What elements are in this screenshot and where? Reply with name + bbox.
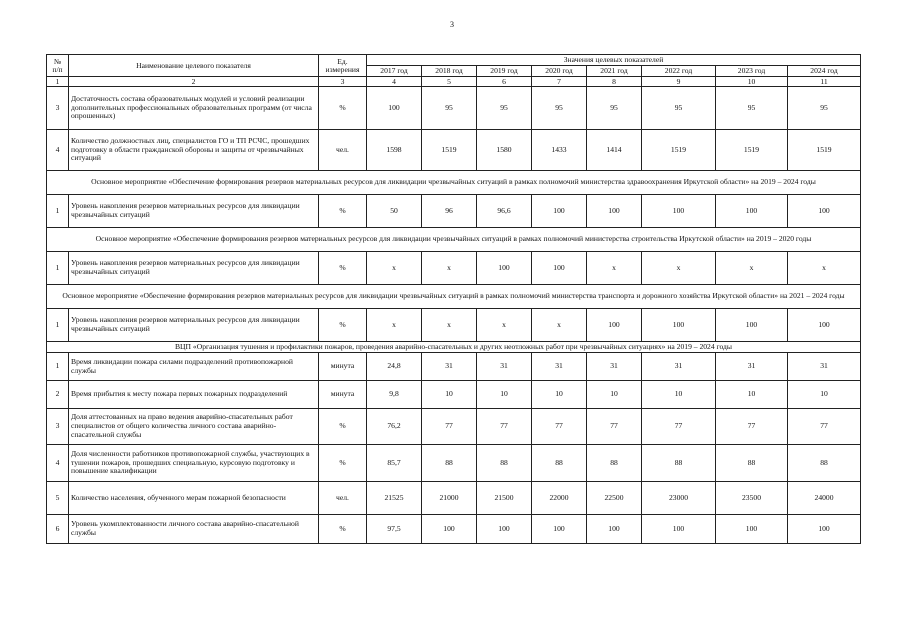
indicator-name: Количество должностных лиц, специалистов ГО и ТП РСЧС, прошедших подготовку в области гражданской обороны и защиты от чрезвычайных ситуаций <box>69 130 319 171</box>
indicator-value: 100 <box>477 252 532 285</box>
indicator-value: 21525 <box>367 482 422 515</box>
section-title: ВЦП «Организация тушения и профилактики пожаров, проведения аварийно-спасательных и других неотложных работ при чрезвычайных ситуациях» на 2019 – 2024 годы <box>47 342 861 353</box>
table-row <box>47 482 861 515</box>
header-year: 2018 год <box>422 66 477 77</box>
indicator-value: 10 <box>716 381 788 409</box>
indicator-value: 77 <box>587 409 642 445</box>
header-year: 2019 год <box>477 66 532 77</box>
indicator-name: Уровень укомплектованности личного состава аварийно-спасательной службы <box>69 515 319 544</box>
indicator-value: 31 <box>422 353 477 381</box>
indicator-name: Доля аттестованных на право ведения аварийно-спасательных работ специалистов от общего количества личного состава аварийно-спасательной службы <box>69 409 319 445</box>
table-row <box>47 309 861 342</box>
header-column-number: 6 <box>477 77 532 87</box>
indicator-value: 88 <box>587 445 642 482</box>
row-number: 3 <box>47 409 69 445</box>
indicator-value: 77 <box>532 409 587 445</box>
indicator-value: 100 <box>422 515 477 544</box>
indicator-value: 88 <box>477 445 532 482</box>
indicator-value: 31 <box>587 353 642 381</box>
indicator-value: 88 <box>716 445 788 482</box>
indicator-value: 100 <box>716 309 788 342</box>
indicator-value: 10 <box>422 381 477 409</box>
page-number: 3 <box>450 20 454 29</box>
indicator-name: Уровень накопления резервов материальных ресурсов для ликвидации чрезвычайных ситуаций <box>69 195 319 228</box>
indicator-value: x <box>587 252 642 285</box>
indicator-value: 24,8 <box>367 353 422 381</box>
indicator-value: 100 <box>788 195 861 228</box>
indicator-value: 22500 <box>587 482 642 515</box>
indicator-value: 31 <box>788 353 861 381</box>
indicator-value: 100 <box>587 309 642 342</box>
indicator-value: 10 <box>788 381 861 409</box>
section-title: Основное мероприятие «Обеспечение формирования резервов материальных ресурсов для ликвидации чрезвычайных ситуаций в рамках полномочий министерства здравоохранения Иркутской области» на 2019 – 2024 годы <box>47 171 861 195</box>
indicator-value: 31 <box>716 353 788 381</box>
header-column-number: 9 <box>642 77 716 87</box>
header-no <box>47 55 69 77</box>
header-unit <box>319 55 367 77</box>
indicator-value: x <box>422 309 477 342</box>
indicator-value: 1519 <box>716 130 788 171</box>
header-year: 2017 год <box>367 66 422 77</box>
indicator-value: 100 <box>716 515 788 544</box>
indicator-value: 24000 <box>788 482 861 515</box>
indicator-value: 10 <box>642 381 716 409</box>
indicator-value: 96 <box>422 195 477 228</box>
unit-of-measure: чел. <box>319 482 367 515</box>
indicator-value: 100 <box>532 195 587 228</box>
indicator-value: 95 <box>532 87 587 130</box>
indicator-value: 100 <box>642 515 716 544</box>
section-title: Основное мероприятие «Обеспечение формирования резервов материальных ресурсов для ликвидации чрезвычайных ситуаций в рамках полномочий министерства транспорта и дорожного хозяйства Иркутской области» на 2021 – 2024 годы <box>47 285 861 309</box>
table-row <box>47 252 861 285</box>
indicator-value: 97,5 <box>367 515 422 544</box>
indicator-value: 10 <box>587 381 642 409</box>
indicator-value: 1433 <box>532 130 587 171</box>
indicator-value: 50 <box>367 195 422 228</box>
header-name: Наименование целевого показателя <box>69 55 319 77</box>
indicator-value: 100 <box>532 515 587 544</box>
unit-of-measure: % <box>319 445 367 482</box>
indicator-value: 1414 <box>587 130 642 171</box>
indicator-name: Время прибытия к месту пожара первых пожарных подразделений <box>69 381 319 409</box>
header-column-number: 10 <box>716 77 788 87</box>
indicator-value: 31 <box>477 353 532 381</box>
unit-of-measure: чел. <box>319 130 367 171</box>
header-column-number: 2 <box>69 77 319 87</box>
unit-of-measure: минута <box>319 381 367 409</box>
header-column-number: 4 <box>367 77 422 87</box>
indicator-name: Уровень накопления резервов материальных ресурсов для ликвидации чрезвычайных ситуаций <box>69 309 319 342</box>
indicator-value: 100 <box>587 515 642 544</box>
indicator-value: 22000 <box>532 482 587 515</box>
section-heading-row <box>47 285 861 309</box>
row-number: 1 <box>47 309 69 342</box>
header-no-line1: № <box>53 56 62 66</box>
indicator-value: 1519 <box>642 130 716 171</box>
indicator-value: 88 <box>642 445 716 482</box>
indicator-value: 88 <box>788 445 861 482</box>
indicator-value: 1598 <box>367 130 422 171</box>
indicator-value: 10 <box>477 381 532 409</box>
table-row <box>47 409 861 445</box>
row-number: 4 <box>47 130 69 171</box>
header-column-number: 7 <box>532 77 587 87</box>
header-column-number: 1 <box>47 77 69 87</box>
indicator-value: 31 <box>532 353 587 381</box>
indicator-value: 100 <box>367 87 422 130</box>
section-heading-row <box>47 342 861 353</box>
indicator-value: 21000 <box>422 482 477 515</box>
indicator-value: x <box>716 252 788 285</box>
unit-of-measure: % <box>319 515 367 544</box>
indicator-value: 76,2 <box>367 409 422 445</box>
indicator-value: 85,7 <box>367 445 422 482</box>
table-row <box>47 515 861 544</box>
indicator-value: 100 <box>587 195 642 228</box>
target-indicators-table <box>46 54 861 544</box>
section-title: Основное мероприятие «Обеспечение формирования резервов материальных ресурсов для ликвидации чрезвычайных ситуаций в рамках полномочий министерства строительства Иркутской области» на 2019 – 2020 годы <box>47 228 861 252</box>
header-row-colnums <box>47 77 861 87</box>
header-column-number: 5 <box>422 77 477 87</box>
indicator-value: x <box>367 309 422 342</box>
table-row <box>47 87 861 130</box>
indicator-value: 100 <box>716 195 788 228</box>
header-no-line2: п/п <box>52 64 63 74</box>
row-number: 1 <box>47 195 69 228</box>
indicator-name: Доля численности работников противопожарной службы, участвующих в тушении пожаров, прошедших специальную, курсовую подготовку и повышение квалификации <box>69 445 319 482</box>
indicator-value: 1519 <box>422 130 477 171</box>
header-year: 2022 год <box>642 66 716 77</box>
indicator-value: 77 <box>788 409 861 445</box>
row-number: 6 <box>47 515 69 544</box>
indicator-value: 77 <box>642 409 716 445</box>
indicator-value: 1580 <box>477 130 532 171</box>
indicator-value: 96,6 <box>477 195 532 228</box>
indicator-value: x <box>642 252 716 285</box>
unit-of-measure: % <box>319 87 367 130</box>
header-values: Значения целевых показателей <box>367 55 861 66</box>
indicator-value: 95 <box>642 87 716 130</box>
table-row <box>47 445 861 482</box>
indicator-value: 77 <box>477 409 532 445</box>
indicator-name: Время ликвидации пожара силами подразделений противопожарной службы <box>69 353 319 381</box>
indicator-value: 23500 <box>716 482 788 515</box>
indicator-value: x <box>788 252 861 285</box>
row-number: 1 <box>47 353 69 381</box>
indicator-value: 95 <box>587 87 642 130</box>
unit-of-measure: % <box>319 195 367 228</box>
table-row <box>47 130 861 171</box>
row-number: 1 <box>47 252 69 285</box>
indicator-name: Количество населения, обученного мерам пожарной безопасности <box>69 482 319 515</box>
header-row-1 <box>47 55 861 66</box>
indicator-value: 10 <box>532 381 587 409</box>
header-unit-line2: измерения <box>325 64 360 74</box>
table-row <box>47 353 861 381</box>
unit-of-measure: % <box>319 252 367 285</box>
indicator-value: 88 <box>422 445 477 482</box>
header-year: 2024 год <box>788 66 861 77</box>
header-column-number: 8 <box>587 77 642 87</box>
indicator-value: 100 <box>788 309 861 342</box>
indicator-value: 100 <box>642 195 716 228</box>
row-number: 3 <box>47 87 69 130</box>
indicator-value: 1519 <box>788 130 861 171</box>
indicator-value: x <box>532 309 587 342</box>
unit-of-measure: % <box>319 409 367 445</box>
indicator-value: 77 <box>422 409 477 445</box>
header-year: 2023 год <box>716 66 788 77</box>
header-year: 2021 год <box>587 66 642 77</box>
indicator-value: 95 <box>788 87 861 130</box>
header-column-number: 3 <box>319 77 367 87</box>
indicator-value: 100 <box>642 309 716 342</box>
indicator-value: 100 <box>532 252 587 285</box>
indicator-value: 95 <box>422 87 477 130</box>
indicator-value: 21500 <box>477 482 532 515</box>
indicator-value: x <box>367 252 422 285</box>
section-heading-row <box>47 171 861 195</box>
table-row <box>47 195 861 228</box>
indicator-value: 77 <box>716 409 788 445</box>
header-year: 2020 год <box>532 66 587 77</box>
indicator-value: 100 <box>788 515 861 544</box>
indicator-value: x <box>422 252 477 285</box>
indicator-value: 9,8 <box>367 381 422 409</box>
indicator-value: 100 <box>477 515 532 544</box>
section-heading-row <box>47 228 861 252</box>
table-row <box>47 381 861 409</box>
indicator-value: 95 <box>477 87 532 130</box>
header-column-number: 11 <box>788 77 861 87</box>
indicator-value: 23000 <box>642 482 716 515</box>
row-number: 5 <box>47 482 69 515</box>
indicator-name: Уровень накопления резервов материальных ресурсов для ликвидации чрезвычайных ситуаций <box>69 252 319 285</box>
row-number: 2 <box>47 381 69 409</box>
indicator-value: 88 <box>532 445 587 482</box>
unit-of-measure: % <box>319 309 367 342</box>
header-unit-line1: Ед. <box>337 56 348 66</box>
indicator-value: 31 <box>642 353 716 381</box>
indicator-value: 95 <box>716 87 788 130</box>
row-number: 4 <box>47 445 69 482</box>
indicator-value: x <box>477 309 532 342</box>
indicator-name: Достаточность состава образовательных модулей и условий реализации дополнительных профессиональных образовательных программ (от числа опрошенных) <box>69 87 319 130</box>
unit-of-measure: минута <box>319 353 367 381</box>
